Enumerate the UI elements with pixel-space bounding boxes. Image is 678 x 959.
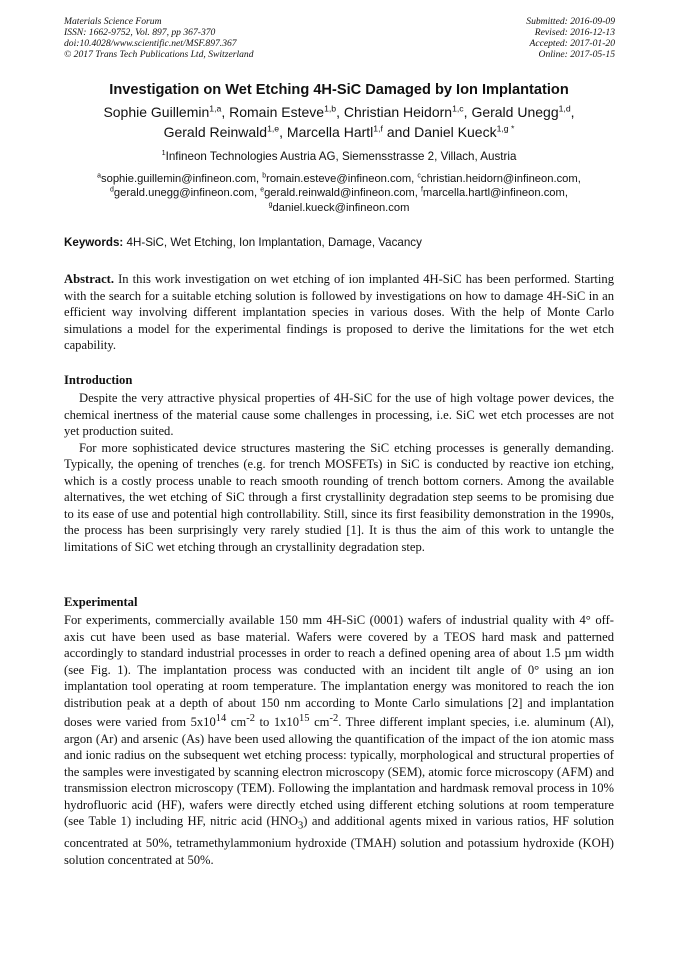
- author-name: Gerald Reinwald: [163, 124, 268, 140]
- paragraph-text: ) and additional agents mixed in various ratios, HF solution concentrated at 50%, tetramethylammonium hydroxide (TMAH) solution and potassium hydroxide (KOH) solution concentrated at 50%.: [64, 814, 614, 867]
- email-link[interactable]: romain.esteve@infineon.com: [266, 173, 412, 185]
- keywords-text: 4H-SiC, Wet Etching, Ion Implantation, Damage, Vacancy: [126, 236, 422, 249]
- email-link[interactable]: daniel.kueck@infineon.com: [272, 201, 410, 214]
- paragraph-text: For experiments, commercially available 150 mm 4H-SiC (0001) wafers of industrial quality with 4° off-axis cut have been used as base material. Wafers were covered by a TEOS hard mask and patterned accordingly to standard industrial processes in order to reach a defined opening area of about 1.5 µm width (see Fig. 1). The implantation process was conducted with an incident tilt angle of 0° using an ion implantation tool operating at room temperature. The implantation energy was monitored to reach the ion distribution peak at a depth of about 150 nm according to Monte Carlo simulations [2] and implantation doses were varied from 5x10: [64, 613, 614, 730]
- author-affiliation-marker: 1,g *: [496, 123, 515, 134]
- author-list: Sophie Guillemin$^{1,a}$, Romain Esteve$^{1,b}$, Christian Heidorn$^{1,c}$, Gerald Unegg$^{1,d}$, Gerald Reinwald$^{1,e}$, Marcella Hartl$^{1,f}$ and Daniel Kueck$^{1,g *}$: [103, 103, 575, 140]
- unit-text: cm: [226, 715, 247, 730]
- paragraph: Despite the very attractive physical properties of 4H-SiC for the use of high voltage power devices, the chemical inertness of the material cause some challenges in processing, i.e. SiC wet etch processes are not yet production suited.: [64, 391, 614, 438]
- author-affiliation-marker: 1,c: [452, 103, 464, 114]
- author-affiliation-marker: 1,d: [558, 103, 571, 114]
- affiliation-number: 1: [161, 148, 166, 158]
- date-accepted: Accepted: 2017-01-20: [529, 38, 615, 49]
- paragraph: For more sophisticated device structures mastering the SiC etching processes is generally demanding. Typically, the opening of trenches (e.g. for trench MOSFETs) in SiC is conducted by reactive ion etching, which is a costly process unable to reach smooth rounding of trench bottom corners. Among the available alternatives, the wet etching of SiC through a first crystallinity degradation step seems to be promising due to its ease of use and potential high controllability. Still, since its first feasibility demonstration in the 1990s, the process has been surprisingly very rarely studied [1]. It is thus the aim of this work to untangle the limitations of SiC wet etching through an crystallinity degradation step.: [64, 440, 614, 554]
- email-tag: d: [110, 186, 114, 194]
- journal-copyright: © 2017 Trans Tech Publications Ltd, Switzerland: [64, 49, 254, 60]
- exponent: -2: [329, 713, 339, 724]
- exponent: 15: [299, 713, 310, 724]
- paragraph-text: to 1x10: [254, 715, 300, 730]
- email-tag: f: [420, 186, 423, 194]
- author-name: Sophie Guillemin: [103, 104, 210, 120]
- paragraph: [64, 612, 614, 868]
- affiliation: [40, 150, 638, 163]
- journal-header: [64, 16, 254, 60]
- author-name: Romain Esteve: [229, 104, 325, 120]
- journal-doi[interactable]: doi:10.4028/www.scientific.net/MSF.897.367: [64, 38, 237, 49]
- email-link[interactable]: gerald.reinwald@infineon.com: [264, 187, 415, 200]
- email-link[interactable]: sophie.guillemin@infineon.com: [101, 173, 257, 185]
- author-conjunction: and: [386, 124, 411, 140]
- author-affiliation-marker: 1,e: [267, 123, 280, 134]
- author-name: Gerald Unegg: [471, 104, 559, 120]
- paper-title: Investigation on Wet Etching 4H-SiC Damaged by Ion Implantation: [109, 82, 569, 98]
- author-affiliation-marker: 1,f: [373, 123, 383, 134]
- section-heading-introduction: Introduction: [64, 373, 133, 387]
- affiliation-text: Infineon Technologies Austria AG, Siemensstrasse 2, Villach, Austria: [165, 150, 517, 163]
- keywords-label: Keywords:: [64, 236, 124, 249]
- email-link[interactable]: gerald.unegg@infineon.com: [113, 187, 254, 200]
- exponent: 14: [215, 713, 227, 724]
- date-revised: Revised: 2016-12-13: [534, 27, 615, 38]
- author-name: Marcella Hartl: [286, 124, 374, 140]
- exponent: -2: [246, 713, 255, 724]
- section-heading-experimental: Experimental: [64, 595, 138, 609]
- introduction-body: [64, 390, 614, 555]
- journal-name: Materials Science Forum: [64, 16, 162, 27]
- author-affiliation-marker: 1,b: [324, 103, 337, 114]
- email-tag: c: [417, 172, 421, 180]
- author-affiliation-marker: 1,a: [209, 103, 222, 114]
- author-name: Christian Heidorn: [343, 104, 453, 120]
- journal-issn: ISSN: 1662-9752, Vol. 897, pp 367-370: [64, 27, 216, 38]
- abstract-text: In this work investigation on wet etching of ion implanted 4H-SiC has been performed. Starting with the search for a suitable etching solution is followed by investigations on how to damage 4H-SiC in an efficient way involving different implantation species in various doses. With the help of Monte Carlo simulations a model for the experimental findings is proposed to derive the limitations for the wet etch capability.: [64, 272, 614, 352]
- abstract: [64, 271, 614, 354]
- subscript: 3: [298, 820, 304, 832]
- email-tag: e: [260, 186, 265, 194]
- email-tag: b: [262, 172, 267, 180]
- email-list: $^a$sophie.guillemin@infineon.com, $^b$romain.esteve@infineon.com, $^c$christian.heidorn@infineon.com, $^d$gerald.unegg@infineon.com, $^e$gerald.reinwald@infineon.com, $^f$marcella.hartl@infineon.com, $^g$daniel.kueck@infineon.com: [97, 172, 581, 214]
- author-name: Daniel Kueck: [414, 124, 497, 140]
- email-tag: a: [97, 172, 101, 180]
- abstract-label: Abstract.: [64, 272, 115, 286]
- date-online: Online: 2017-05-15: [538, 49, 615, 60]
- email-tag: g: [268, 201, 273, 209]
- email-link[interactable]: christian.heidorn@infineon.com: [420, 173, 578, 185]
- keywords: [64, 236, 624, 249]
- email-link[interactable]: marcella.hartl@infineon.com: [422, 187, 565, 200]
- experimental-body: [64, 612, 614, 868]
- publication-dates: [526, 16, 615, 60]
- unit-text: cm: [309, 715, 330, 730]
- date-submitted: Submitted: 2016-09-09: [526, 16, 615, 27]
- paragraph-text: . Three different implant species, i.e. aluminum (Al), argon (Ar) and arsenic (As) have been used allowing the quantification of the impact of the ion atomic mass and ionic radius on the subsequent wet etching process: typically, morphological and structural properties of the samples were investigated by scanning electron microscopy (SEM), atomic force microscopy (AFM) and transmission electron microscopy (TEM). Following the implantation and hardmask removal process in 10% hydrofluoric acid (HF), wafers were directly etched using different etching solutions at room temperature (see Table 1) including HF, nitric acid (HNO: [64, 715, 614, 829]
